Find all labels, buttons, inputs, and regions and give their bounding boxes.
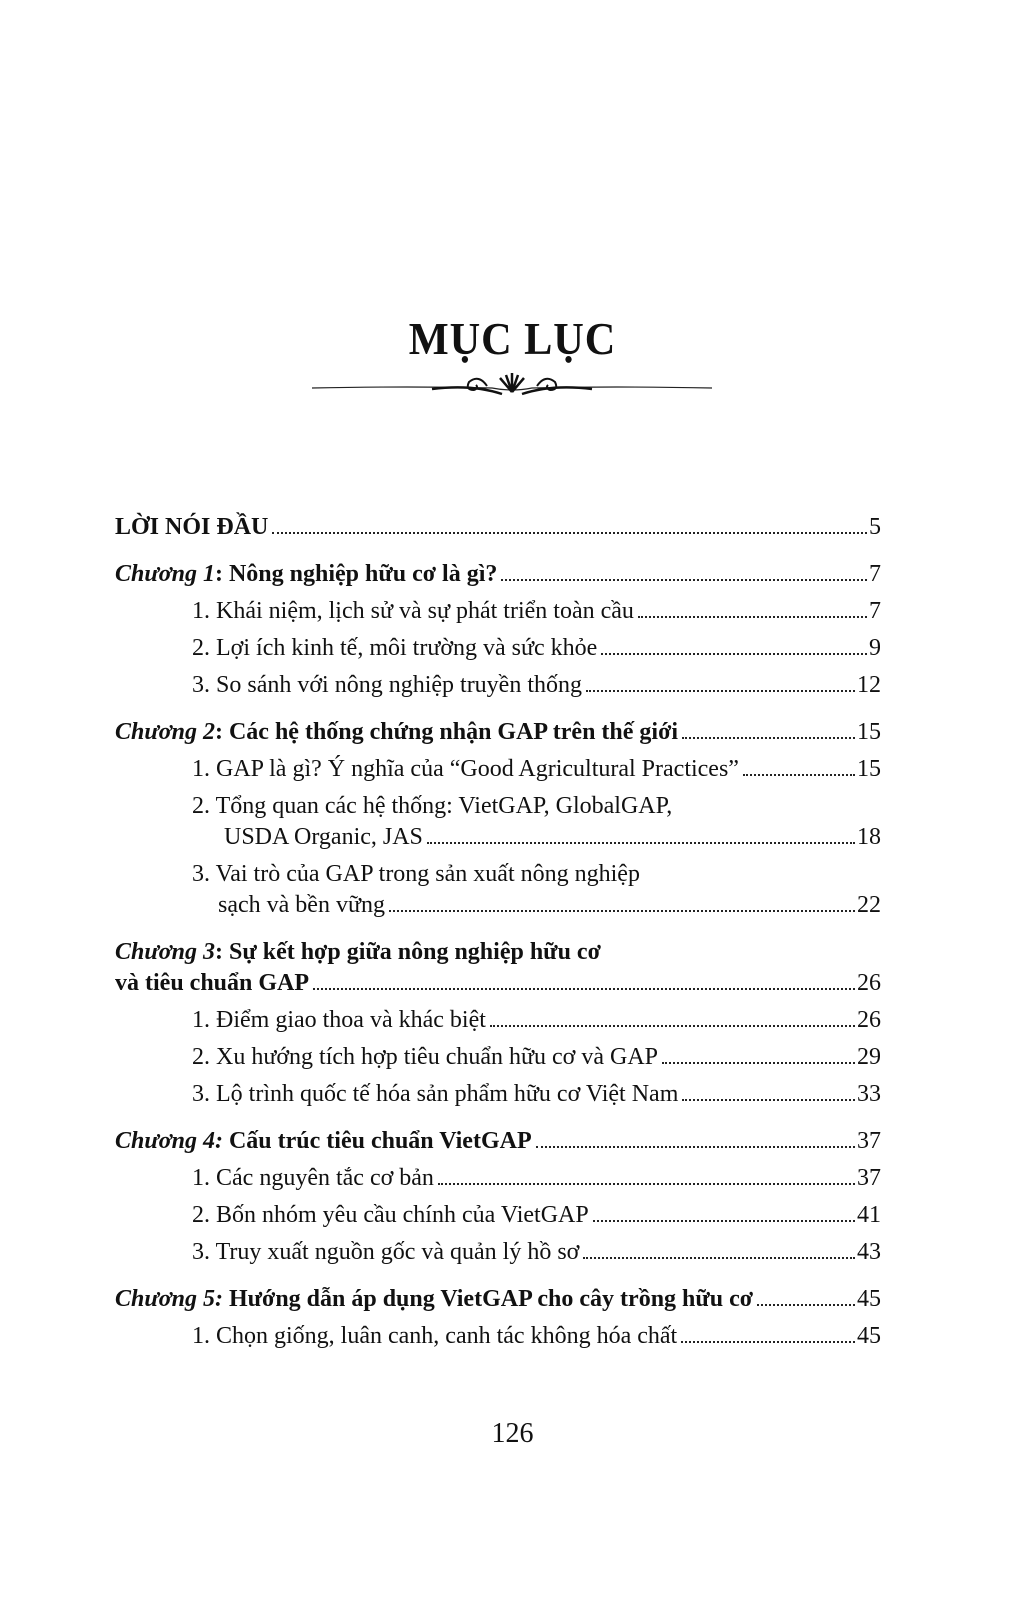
toc-line (192, 1079, 881, 1110)
toc-section-entry[interactable] (115, 1197, 881, 1234)
toc-line (192, 1005, 881, 1036)
toc-line (115, 512, 881, 543)
chapter-label: Chương 4: (115, 1128, 223, 1154)
toc-page-number: 45 (857, 1323, 881, 1349)
dot-leader (586, 690, 855, 692)
toc-section-entry[interactable] (115, 1002, 881, 1039)
toc-entry-title: Các hệ thống chứng nhận GAP trên thế giới (228, 719, 679, 745)
dot-leader (662, 1062, 855, 1064)
toc-page-number: 37 (857, 1128, 881, 1154)
dot-leader (490, 1025, 855, 1027)
toc-page-number: 22 (857, 892, 881, 918)
toc-page-number: 29 (857, 1044, 881, 1070)
toc-section-entry[interactable] (115, 1160, 881, 1197)
toc-line (115, 937, 881, 968)
page-number: 126 (491, 1418, 534, 1449)
toc-line (115, 559, 881, 590)
chapter-separator: : (214, 719, 229, 745)
toc-entry-title: 1. Khái niệm, lịch sử và sự phát triển toàn cầu (192, 598, 634, 624)
toc-line (192, 1200, 881, 1231)
toc-page-number: 12 (857, 672, 881, 698)
dot-leader (638, 616, 867, 618)
chapter-label: Chương 1 (115, 561, 215, 587)
dot-leader (757, 1304, 855, 1306)
flourish-ornament-icon (312, 368, 712, 402)
dot-leader (743, 774, 855, 776)
toc-line (115, 1284, 881, 1315)
toc-entry-title: Hướng dẫn áp dụng VietGAP cho cây trồng hữu cơ (228, 1286, 754, 1312)
toc-line (192, 859, 881, 890)
toc-entry-title: 3. Vai trò của GAP trong sản xuất nông nghiệp (192, 861, 640, 887)
dot-leader (438, 1183, 855, 1185)
toc-chapter-entry[interactable] (115, 1123, 881, 1160)
toc-entry-title: Cấu trúc tiêu chuẩn VietGAP (228, 1128, 532, 1154)
toc-entry-title: USDA Organic, JAS (224, 824, 423, 850)
toc-section-entry[interactable] (115, 788, 881, 856)
dot-leader (427, 842, 855, 844)
toc-line (192, 890, 881, 921)
toc-line (192, 1042, 881, 1073)
toc-entry-title: 1. GAP là gì? Ý nghĩa của “Good Agricultural Practices” (192, 756, 739, 782)
toc-chapter-entry[interactable] (115, 556, 881, 593)
toc-entry-title: 2. Xu hướng tích hợp tiêu chuẩn hữu cơ và GAP (192, 1044, 659, 1070)
toc-line (192, 670, 881, 701)
toc-chapter-entry[interactable] (115, 714, 881, 751)
toc-page-number: 41 (857, 1202, 881, 1228)
toc-line (192, 822, 881, 853)
toc-entry-title: 2. Tổng quan các hệ thống: VietGAP, GlobalGAP, (192, 793, 673, 819)
toc-line (192, 1321, 881, 1352)
toc-entry-title: và tiêu chuẩn GAP (115, 970, 310, 996)
toc-section-entry[interactable] (115, 1039, 881, 1076)
toc-chapter-entry[interactable] (115, 509, 881, 546)
table-of-contents (115, 509, 881, 1355)
dot-leader (272, 532, 867, 534)
chapter-label: Chương 3 (115, 939, 215, 965)
toc-section-entry[interactable] (115, 1076, 881, 1113)
dot-leader (681, 1341, 855, 1343)
dot-leader (536, 1146, 855, 1148)
toc-section-entry[interactable] (115, 667, 881, 704)
toc-section-entry[interactable] (115, 1234, 881, 1271)
toc-entry-title: Sự kết hợp giữa nông nghiệp hữu cơ (228, 939, 601, 965)
toc-line (192, 1237, 881, 1268)
toc-entry-title: 2. Bốn nhóm yêu cầu chính của VietGAP (192, 1202, 589, 1228)
toc-entry-title: 3. Truy xuất nguồn gốc và quản lý hồ sơ (192, 1239, 580, 1265)
toc-line (192, 633, 881, 664)
toc-section-entry[interactable] (115, 856, 881, 924)
toc-entry-title: Nông nghiệp hữu cơ là gì? (228, 561, 498, 587)
dot-leader (593, 1220, 855, 1222)
dot-leader (682, 1099, 855, 1101)
toc-entry-title: 1. Điểm giao thoa và khác biệt (192, 1007, 486, 1033)
toc-page-number: 43 (857, 1239, 881, 1265)
toc-line (192, 791, 881, 822)
page-title: MỤC LỤC (408, 313, 617, 364)
toc-chapter-entry[interactable] (115, 934, 881, 1002)
toc-section-entry[interactable] (115, 630, 881, 667)
toc-entry-title: 3. Lộ trình quốc tế hóa sản phẩm hữu cơ Việt Nam (192, 1081, 679, 1107)
toc-section-entry[interactable] (115, 1318, 881, 1355)
toc-page-number: 18 (857, 824, 881, 850)
dot-leader (389, 910, 855, 912)
toc-page-number: 26 (857, 1007, 881, 1033)
toc-line (115, 717, 881, 748)
toc-entry-title: 2. Lợi ích kinh tế, môi trường và sức khỏe (192, 635, 598, 661)
toc-entry-title: 3. So sánh với nông nghiệp truyền thống (192, 672, 582, 698)
toc-entry-title: 1. Chọn giống, luân canh, canh tác không hóa chất (192, 1323, 678, 1349)
toc-page-number: 9 (869, 635, 881, 661)
chapter-separator: : (214, 561, 229, 587)
toc-chapter-entry[interactable] (115, 1281, 881, 1318)
toc-section-entry[interactable] (115, 593, 881, 630)
dot-leader (501, 579, 867, 581)
toc-entry-title: 1. Các nguyên tắc cơ bản (192, 1165, 434, 1191)
dot-leader (682, 737, 855, 739)
toc-line (115, 968, 881, 999)
toc-line (192, 596, 881, 627)
chapter-label: Chương 2 (115, 719, 215, 745)
toc-line (115, 1126, 881, 1157)
toc-line (192, 1163, 881, 1194)
toc-page-number: 33 (857, 1081, 881, 1107)
dot-leader (313, 988, 855, 990)
toc-page-number: 7 (869, 561, 881, 587)
dot-leader (583, 1257, 855, 1259)
toc-section-entry[interactable] (115, 751, 881, 788)
toc-page-number: 37 (857, 1165, 881, 1191)
toc-line (192, 754, 881, 785)
toc-page-number: 15 (857, 756, 881, 782)
toc-entry-title: LỜI NÓI ĐẦU (115, 514, 269, 540)
toc-page-number: 15 (857, 719, 881, 745)
toc-page-number: 5 (869, 514, 881, 540)
toc-page-number: 45 (857, 1286, 881, 1312)
toc-page-number: 26 (857, 970, 881, 996)
chapter-separator: : (214, 939, 229, 965)
chapter-label: Chương 5: (115, 1286, 223, 1312)
dot-leader (601, 653, 867, 655)
toc-entry-title: sạch và bền vững (218, 892, 385, 918)
toc-page-number: 7 (869, 598, 881, 624)
